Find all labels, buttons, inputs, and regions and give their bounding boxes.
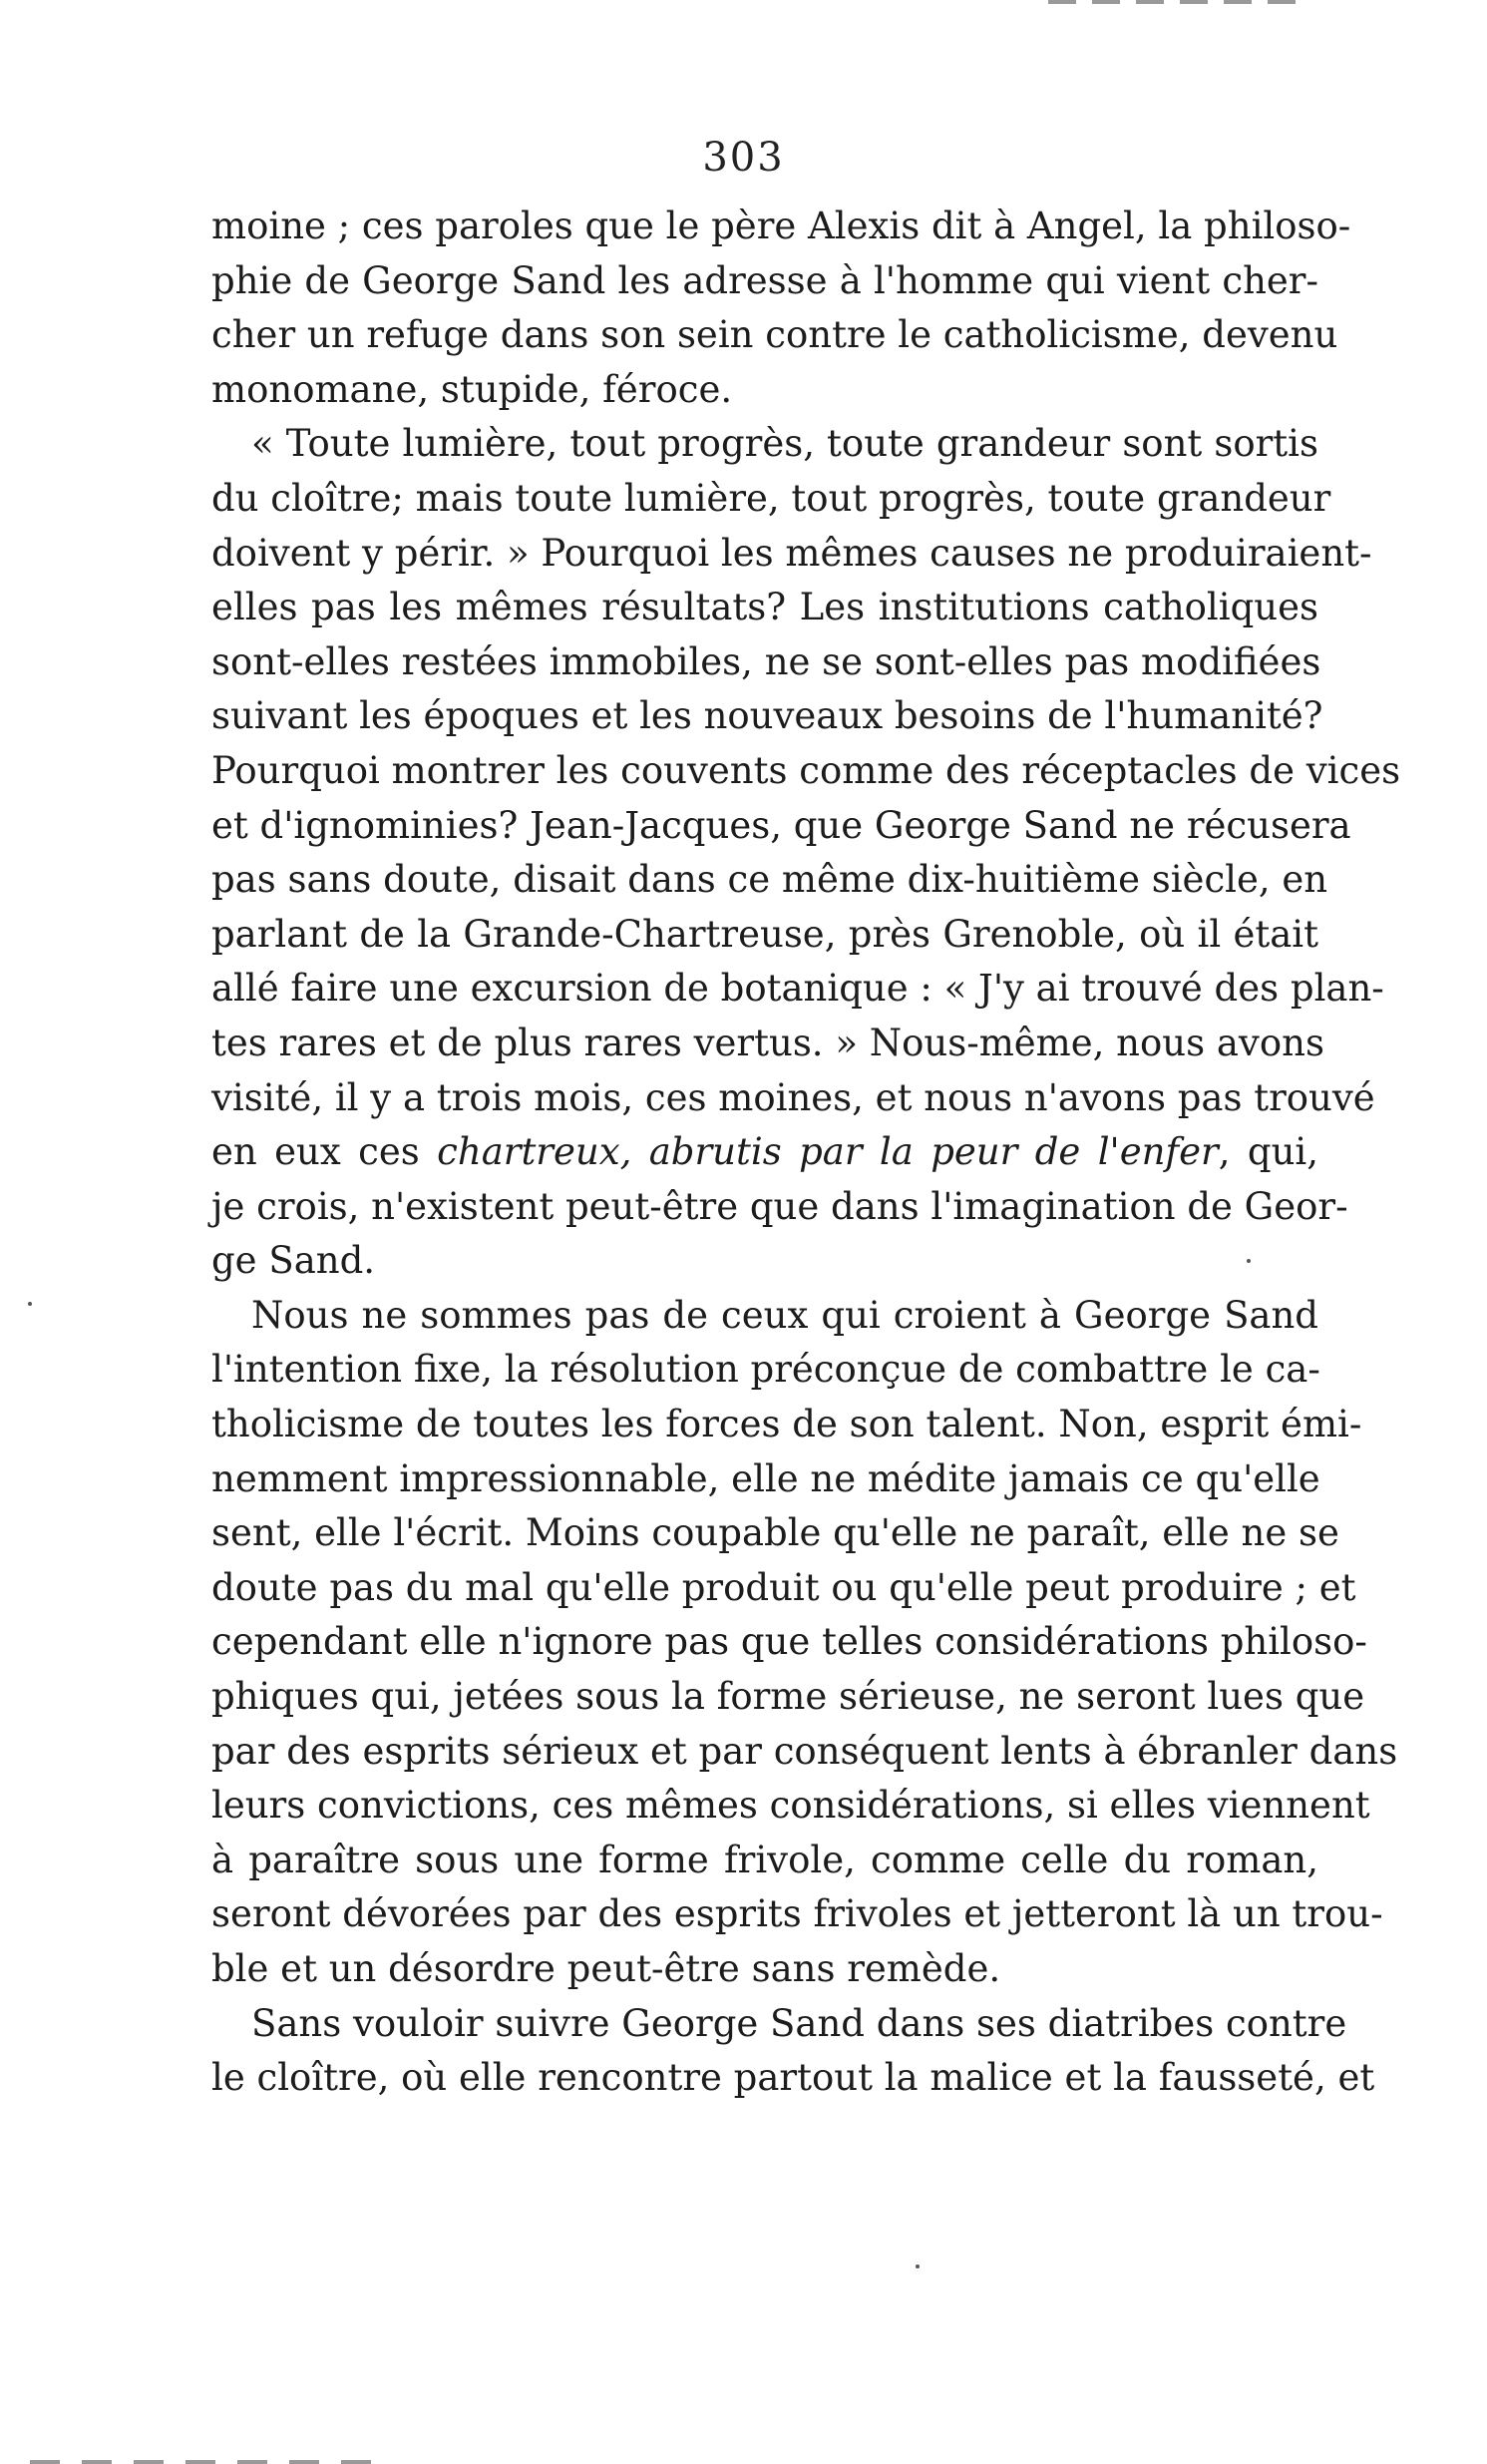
text-line: parlant de la Grande-Chartreuse, près Grenoble, où il était bbox=[211, 912, 1318, 956]
text-line: ble et un désordre peut-être sans remède. bbox=[211, 1947, 1001, 1990]
text-line: suivant les époques et les nouveaux besoins de l'humanité? bbox=[211, 694, 1323, 738]
text-line: Nous ne sommes pas de ceux qui croient à George Sand bbox=[251, 1293, 1318, 1337]
scan-speck bbox=[916, 2264, 920, 2268]
text-line: elles pas les mêmes résultats? Les institutions catholiques bbox=[211, 586, 1318, 629]
text-line: visité, il y a trois mois, ces moines, et nous n'avons pas trouvé bbox=[211, 1075, 1375, 1119]
text-line: leurs convictions, ces mêmes considérations, si elles viennent bbox=[211, 1784, 1370, 1828]
text-line: nemment impressionnable, elle ne médite jamais ce qu'elle bbox=[211, 1456, 1320, 1500]
text-fragment: , qui, bbox=[1218, 1130, 1318, 1174]
body-text bbox=[211, 200, 1401, 2106]
text-line: monomane, stupide, féroce. bbox=[211, 367, 733, 411]
scan-edge-marks-bottom bbox=[30, 2460, 389, 2464]
text-line: seront dévorées par des esprits frivoles et jetteront là un trou- bbox=[211, 1892, 1383, 1936]
text-line-with-italic bbox=[211, 1125, 1318, 1180]
text-line: par des esprits sérieux et par conséquent lents à ébranler dans bbox=[211, 1729, 1398, 1773]
text-line: doute pas du mal qu'elle produit ou qu'elle peut produire ; et bbox=[211, 1565, 1356, 1609]
text-line: allé faire une excursion de botanique : « J'y ai trouvé des plan- bbox=[211, 967, 1384, 1011]
text-fragment: en eux ces bbox=[211, 1130, 438, 1174]
text-line: sont-elles restées immobiles, ne se sont-elles pas modifiées bbox=[211, 639, 1321, 683]
text-line: du cloître; mais toute lumière, tout progrès, toute grandeur bbox=[211, 476, 1331, 520]
text-line: cher un refuge dans son sein contre le catholicisme, devenu bbox=[211, 313, 1338, 357]
text-line: cependant elle n'ignore pas que telles considérations philoso- bbox=[211, 1620, 1367, 1664]
text-line: Pourquoi montrer les couvents comme des réceptacles de vices bbox=[211, 748, 1401, 792]
scan-edge-marks-top bbox=[1048, 0, 1307, 4]
text-line: tes rares et de plus rares vertus. » Nous-même, nous avons bbox=[211, 1021, 1324, 1064]
text-line: phiques qui, jetées sous la forme sérieuse, ne seront lues que bbox=[211, 1675, 1365, 1719]
text-line: Sans vouloir suivre George Sand dans ses diatribes contre bbox=[251, 2001, 1347, 2045]
text-line: à paraître sous une forme frivole, comme celle du roman, bbox=[211, 1838, 1318, 1881]
text-line: phie de George Sand les adresse à l'homme qui vient cher- bbox=[211, 258, 1318, 302]
text-line: pas sans doute, disait dans ce même dix-huitième siècle, en bbox=[211, 858, 1328, 902]
text-line: doivent y périr. » Pourquoi les mêmes causes ne produiraient- bbox=[211, 531, 1372, 575]
text-line: tholicisme de toutes les forces de son talent. Non, esprit émi- bbox=[211, 1403, 1362, 1446]
text-line: « Toute lumière, tout progrès, toute grandeur sont sortis bbox=[251, 422, 1318, 466]
text-line: je crois, n'existent peut-être que dans l'imagination de Geor- bbox=[211, 1184, 1348, 1228]
text-line: ge Sand. bbox=[211, 1239, 376, 1283]
scan-speck bbox=[28, 1302, 32, 1306]
italic-phrase: chartreux, abrutis par la peur de l'enfer bbox=[437, 1130, 1219, 1174]
page-number: 303 bbox=[702, 135, 785, 181]
scan-speck bbox=[1247, 1259, 1251, 1263]
text-line: l'intention fixe, la résolution préconçue de combattre le ca- bbox=[211, 1348, 1320, 1392]
text-line: le cloître, où elle rencontre partout la malice et la fausseté, et bbox=[211, 2056, 1375, 2100]
text-line: moine ; ces paroles que le père Alexis dit à Angel, la philoso- bbox=[211, 205, 1351, 247]
text-line: et d'ignominies? Jean-Jacques, que George Sand ne récusera bbox=[211, 803, 1351, 847]
text-line: sent, elle l'écrit. Moins coupable qu'elle ne paraît, elle ne se bbox=[211, 1511, 1339, 1555]
